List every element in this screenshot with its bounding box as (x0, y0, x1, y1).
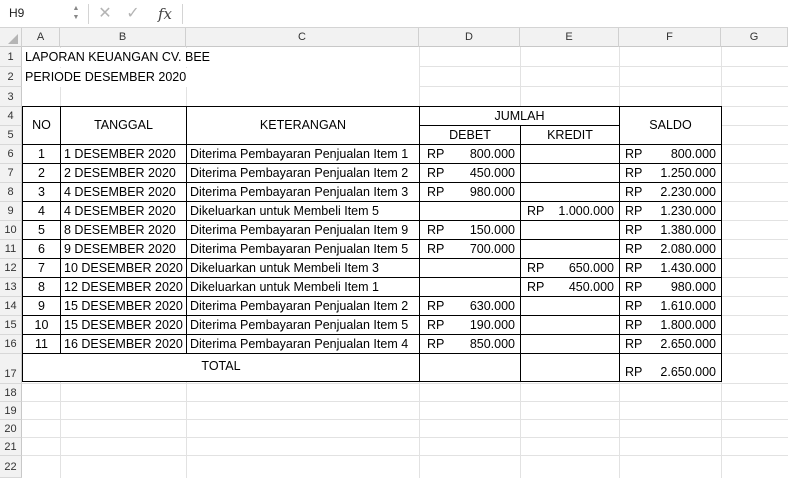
cell-saldo-currency: RP (625, 299, 643, 313)
table-border (619, 106, 620, 382)
cell-tanggal[interactable]: 16 DESEMBER 2020 (64, 337, 183, 351)
column-header-b[interactable]: B (60, 28, 186, 47)
cell-debet-currency: RP (427, 337, 445, 351)
row-header[interactable]: 5 (0, 126, 22, 145)
column-header-a[interactable]: A (22, 28, 60, 47)
cell-debet[interactable]: 800.000 (469, 147, 515, 161)
cell-no[interactable]: 6 (38, 242, 45, 256)
cell-saldo[interactable]: 1.430.000 (660, 261, 716, 275)
row-header[interactable]: 6 (0, 145, 22, 164)
row-header[interactable]: 10 (0, 221, 22, 240)
cell-no[interactable]: 8 (38, 280, 45, 294)
cell-saldo-currency: RP (625, 147, 643, 161)
row-header[interactable]: 13 (0, 278, 22, 297)
row-header[interactable]: 19 (0, 402, 22, 420)
cell-debet[interactable]: 450.000 (469, 166, 515, 180)
formula-input[interactable] (184, 4, 784, 24)
cell-kredit[interactable]: 450.000 (568, 280, 614, 294)
cell-no[interactable]: 11 (35, 337, 48, 351)
cell-keterangan[interactable]: Diterima Pembayaran Penjualan Item 2 (190, 166, 409, 180)
cell-keterangan[interactable]: Diterima Pembayaran Penjualan Item 3 (190, 185, 409, 199)
header-jumlah[interactable]: JUMLAH (494, 109, 545, 123)
cell-tanggal[interactable]: 12 DESEMBER 2020 (64, 280, 183, 294)
header-tanggal[interactable]: TANGGAL (94, 118, 153, 132)
row-header[interactable]: 2 (0, 67, 22, 87)
total-label[interactable]: TOTAL (201, 359, 241, 373)
cell-saldo-currency: RP (625, 261, 643, 275)
cell-keterangan[interactable]: Diterima Pembayaran Penjualan Item 4 (190, 337, 409, 351)
row-header[interactable]: 8 (0, 183, 22, 202)
cell-debet-currency: RP (427, 166, 445, 180)
cell-debet[interactable]: 700.000 (469, 242, 515, 256)
cell-tanggal[interactable]: 15 DESEMBER 2020 (64, 299, 183, 313)
table-border (419, 106, 420, 382)
formula-bar (0, 0, 788, 28)
gridline (22, 437, 788, 438)
cell-tanggal[interactable]: 4 DESEMBER 2020 (64, 185, 176, 199)
select-all-icon (8, 34, 18, 44)
column-header-d[interactable]: D (419, 28, 520, 47)
cell-keterangan[interactable]: Diterima Pembayaran Penjualan Item 9 (190, 223, 409, 237)
cell-no[interactable]: 5 (38, 223, 45, 237)
formula-bar-divider (88, 4, 89, 24)
table-border (22, 381, 722, 382)
stepper-up-icon[interactable]: ▲ (72, 5, 80, 12)
table-border (721, 106, 722, 382)
header-saldo[interactable]: SALDO (649, 118, 692, 132)
total-currency: RP (625, 365, 643, 379)
row-header[interactable]: 22 (0, 456, 22, 478)
cell-saldo[interactable]: 2.650.000 (660, 337, 716, 351)
cell-keterangan[interactable]: Diterima Pembayaran Penjualan Item 5 (190, 318, 409, 332)
cell-debet[interactable]: 630.000 (469, 299, 515, 313)
row-header[interactable]: 20 (0, 420, 22, 438)
cell-saldo[interactable]: 980.000 (670, 280, 716, 294)
cell-saldo-currency: RP (625, 280, 643, 294)
cell-debet[interactable]: 850.000 (469, 337, 515, 351)
cell-saldo[interactable]: 1.250.000 (660, 166, 716, 180)
cell-saldo-currency: RP (625, 185, 643, 199)
cell-saldo-currency: RP (625, 318, 643, 332)
cell-tanggal[interactable]: 9 DESEMBER 2020 (64, 242, 176, 256)
cell-debet[interactable]: 980.000 (469, 185, 515, 199)
row-header[interactable]: 11 (0, 240, 22, 259)
row-header[interactable]: 18 (0, 384, 22, 402)
gridline (22, 455, 788, 456)
cell-saldo[interactable]: 2.080.000 (660, 242, 716, 256)
cell-saldo[interactable]: 2.230.000 (660, 185, 716, 199)
cell-saldo-currency: RP (625, 223, 643, 237)
cell-no[interactable]: 1 (38, 147, 45, 161)
report-period[interactable]: PERIODE DESEMBER 2020 (22, 68, 419, 87)
cell-no[interactable]: 7 (38, 261, 45, 275)
row-header[interactable]: 7 (0, 164, 22, 183)
name-box[interactable]: H9 (9, 6, 25, 20)
header-keterangan[interactable]: KETERANGAN (259, 118, 347, 132)
cell-kredit[interactable]: 1.000.000 (558, 204, 614, 218)
cell-tanggal[interactable]: 8 DESEMBER 2020 (64, 223, 176, 237)
cell-keterangan[interactable]: Dikeluarkan untuk Membeli Item 3 (190, 261, 379, 275)
gridline (22, 401, 788, 402)
cell-keterangan[interactable]: Dikeluarkan untuk Membeli Item 1 (190, 280, 379, 294)
cell-tanggal[interactable]: 10 DESEMBER 2020 (64, 261, 183, 275)
cell-debet-currency: RP (427, 147, 445, 161)
cell-tanggal[interactable]: 1 DESEMBER 2020 (64, 147, 176, 161)
total-saldo[interactable]: 2.650.000 (660, 365, 716, 379)
cell-saldo[interactable]: 1.230.000 (660, 204, 716, 218)
cell-kredit-currency: RP (527, 261, 545, 275)
column-header-row (0, 28, 788, 47)
header-no[interactable]: NO (32, 118, 51, 132)
cell-keterangan[interactable]: Diterima Pembayaran Penjualan Item 2 (190, 299, 409, 313)
cell-no[interactable]: 3 (38, 185, 45, 199)
row-header[interactable]: 15 (0, 316, 22, 335)
cell-no[interactable]: 2 (38, 166, 45, 180)
cell-tanggal[interactable]: 15 DESEMBER 2020 (64, 318, 183, 332)
cell-saldo[interactable]: 1.380.000 (660, 223, 716, 237)
cell-debet-currency: RP (427, 185, 445, 199)
cell-no[interactable]: 10 (34, 318, 49, 332)
cell-debet[interactable]: 150.000 (469, 223, 515, 237)
cell-debet-currency: RP (427, 318, 445, 332)
cell-kredit-currency: RP (527, 280, 545, 294)
cell-tanggal[interactable]: 2 DESEMBER 2020 (64, 166, 176, 180)
row-header[interactable]: 9 (0, 202, 22, 221)
row-header[interactable]: 12 (0, 259, 22, 278)
cell-saldo-currency: RP (625, 166, 643, 180)
row-header[interactable]: 17 (0, 354, 22, 384)
cell-debet-currency: RP (427, 299, 445, 313)
row-header[interactable]: 3 (0, 87, 22, 107)
cell-kredit[interactable]: 650.000 (568, 261, 614, 275)
cancel-icon[interactable]: ✕ (98, 5, 112, 22)
header-kredit[interactable]: KREDIT (547, 128, 593, 142)
report-title[interactable]: LAPORAN KEUANGAN CV. BEE (22, 48, 419, 67)
header-debet[interactable]: DEBET (449, 128, 491, 142)
select-all-corner[interactable] (0, 28, 22, 47)
gridline (22, 383, 788, 384)
formula-bar-divider (182, 4, 183, 24)
cell-keterangan[interactable]: Dikeluarkan untuk Membeli Item 5 (190, 204, 379, 218)
cell-saldo[interactable]: 1.610.000 (660, 299, 716, 313)
row-header[interactable]: 4 (0, 107, 22, 126)
cell-debet[interactable]: 190.000 (469, 318, 515, 332)
row-header[interactable]: 14 (0, 297, 22, 316)
gridline (22, 419, 788, 420)
table-border (520, 125, 521, 382)
cell-no[interactable]: 9 (38, 299, 45, 313)
cell-tanggal[interactable]: 4 DESEMBER 2020 (64, 204, 176, 218)
insert-function-icon[interactable]: fx (157, 5, 172, 23)
row-header[interactable]: 1 (0, 47, 22, 67)
cell-debet-currency: RP (427, 242, 445, 256)
cell-no[interactable]: 4 (38, 204, 45, 218)
cell-saldo-currency: RP (625, 337, 643, 351)
stepper-down-icon[interactable]: ▼ (72, 14, 80, 21)
cell-saldo-currency: RP (625, 242, 643, 256)
cell-saldo-currency: RP (625, 204, 643, 218)
name-box-stepper-icon[interactable] (70, 4, 82, 24)
cell-saldo[interactable]: 1.800.000 (660, 318, 716, 332)
cell-debet-currency: RP (427, 223, 445, 237)
column-header-f[interactable]: F (619, 28, 721, 47)
cell-keterangan[interactable]: Diterima Pembayaran Penjualan Item 5 (190, 242, 409, 256)
row-header[interactable]: 16 (0, 335, 22, 354)
column-header-c[interactable]: C (186, 28, 419, 47)
column-header-g[interactable]: G (721, 28, 788, 47)
confirm-icon[interactable]: ✓ (126, 5, 140, 22)
cell-keterangan[interactable]: Diterima Pembayaran Penjualan Item 1 (190, 147, 409, 161)
cell-saldo[interactable]: 800.000 (670, 147, 716, 161)
cell-kredit-currency: RP (527, 204, 545, 218)
column-header-e[interactable]: E (520, 28, 619, 47)
row-header[interactable]: 21 (0, 438, 22, 456)
